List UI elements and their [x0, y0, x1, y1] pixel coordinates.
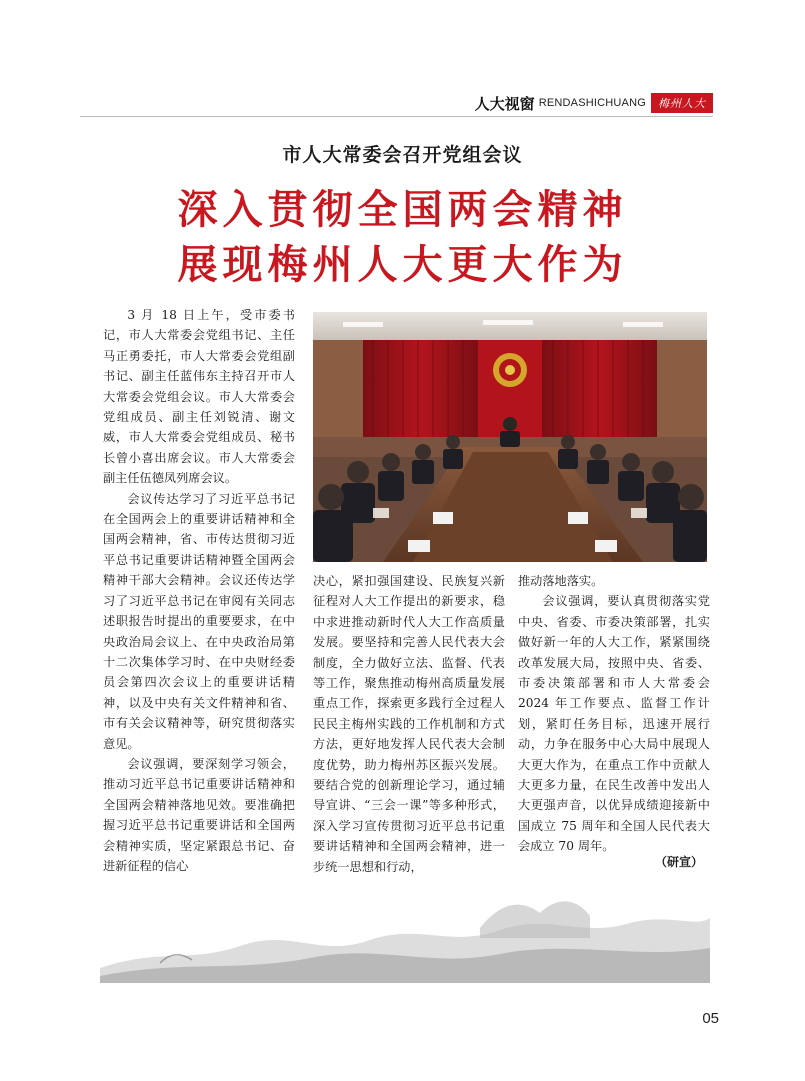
paragraph: 3 月 18 日上午，受市委书记，市人大常委会党组书记、主任马正勇委托，市人大常委会党组副书记、副主任蓝伟东主持召开市人大常委会党组会议。市人大常委会党组成员、副主任刘锐清、谢文威，市人大常委会党组成员、秘书长曾小喜出席会议。市人大常委会副主任伍德凤列席会议。 — [103, 308, 295, 486]
meizhou-renda-logo: 梅州人大 — [651, 93, 713, 113]
paragraph: 决心，紧扣强国建设、民族复兴新征程对人大工作提出的新要求，稳中求进推动新时代人大工作高质量发展。要坚持和完善人民代表大会制度，全力做好立法、监督、代表等工作，聚焦推动梅州高质量发展重点工作，探索更多践行全过程人民民主梅州实践的工作机制和方式方法，更好地发挥人民代表大会制度优势，助力梅州苏区振兴发展。要结合党的创新理论学习，通过辅导宣讲、“三会一课”等多种形式，深入学习宣传贯彻习近平总书记重要讲话精神和全国两会精神，进一步统一思想和行动， — [313, 574, 505, 874]
paragraph: 推动落地落实。 — [518, 574, 604, 588]
section-title: 人大视窗 — [474, 94, 535, 113]
article-kicker: 市人大常委会召开党组会议 — [282, 144, 523, 166]
paragraph: 会议强调，要认真贯彻落实党中央、省委、市委决策部署，扎实做好新一年的人大工作，紧紧围绕改革发展大局，按照中央、省委、市委决策部署和市人大常委会 2024 年工作要点、监督工作计划，紧盯任务目标，迅速开展行动，力争在服务中心大局中展现人大更大作为，在重点工作中贡献人大更多力量，在民生改善中发出人大更强声音，以优异成绩迎接新中国成立 75 周年和全国人民代表大会成立 70 周年。 — [518, 594, 710, 854]
article-column-2 — [313, 571, 505, 877]
author-signature: （研宣） — [655, 855, 704, 869]
article-column-1 — [103, 305, 295, 876]
article-column-3 — [518, 571, 710, 857]
ink-landscape-decoration — [100, 868, 710, 983]
section-header — [475, 92, 713, 114]
paragraph: 会议传达学习了习近平总书记在全国两会上的重要讲话精神和全国两会精神，省、市传达贯彻习近平总书记重要讲话精神暨全国两会精神干部大会精神。会议还传达学习了习近平总书记在审阅有关同志述职报告时提出的重要要求，在中央政治局会议上、在中央政治局第十二次集体学习时、在中央财经委员会第四次会议上的重要讲话精神，以及中央有关文件精神和省、市有关会议精神等，研究贯彻落实意见。 — [103, 491, 295, 751]
article-title-line-1: 深入贯彻全国两会精神 — [177, 186, 628, 233]
meeting-photo — [313, 312, 707, 562]
article-title-line-2: 展现梅州人大更大作为 — [177, 241, 628, 288]
header-divider — [80, 116, 713, 117]
section-pinyin: RENDASHICHUANG — [538, 97, 646, 109]
page-number: 05 — [702, 1010, 719, 1027]
paragraph: 会议强调，要深刻学习领会，推动习近平总书记重要讲话精神和全国两会精神落地见效。要准确把握习近平总书记重要讲话和全国两会精神实质，坚定紧跟总书记、奋进新征程的信心 — [103, 756, 295, 873]
